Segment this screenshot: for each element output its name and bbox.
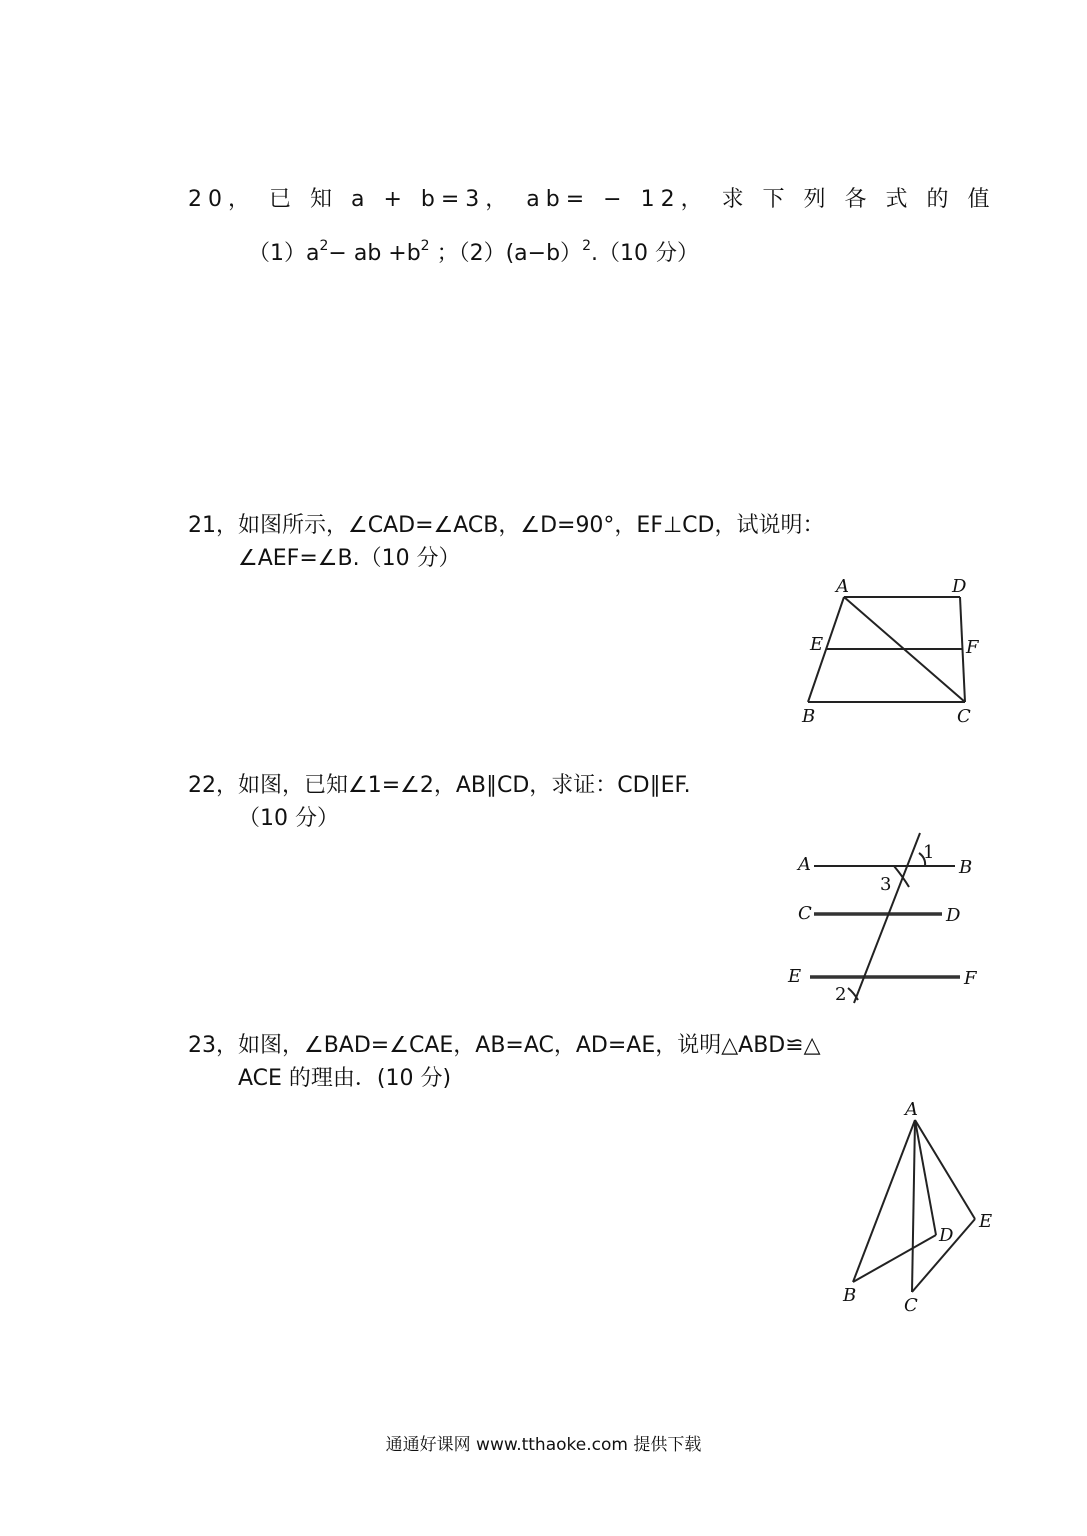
q21-label-e: E — [810, 634, 824, 655]
q23-segment-ac — [912, 1120, 915, 1292]
q23-label-b: B — [843, 1285, 857, 1306]
q21-trapezoid-figure — [790, 570, 990, 730]
q21-line2: ∠AEF=∠B.（10 分） — [238, 546, 461, 571]
q22-line2: （10 分） — [238, 806, 339, 831]
q21-label-d: D — [952, 576, 967, 597]
q20-line1 — [188, 186, 996, 214]
q22-label-angle2: 2 — [835, 984, 847, 1005]
q23-segment-ab — [853, 1120, 915, 1282]
q22-label-b: B — [959, 857, 973, 878]
q22-parallel-lines-figure — [780, 825, 995, 1010]
q21-label-f: F — [966, 637, 979, 658]
q22-label-f: F — [964, 968, 977, 989]
q22-label-d: D — [946, 905, 961, 926]
q23-line2: ACE 的理由．(10 分) — [238, 1066, 452, 1091]
q20-number: 20， — [188, 187, 256, 212]
q22-label-angle1: 1 — [923, 842, 935, 863]
q21-label-c: C — [957, 706, 971, 727]
q23-label-e: E — [979, 1211, 993, 1232]
q23-segment-bd — [853, 1235, 936, 1282]
q23-label-d: D — [939, 1225, 954, 1246]
q22-label-e: E — [788, 966, 802, 987]
q23-label-a: A — [905, 1099, 918, 1120]
q20-statement: 已 知 a + b=3， ab= − 12， 求 下 列 各 式 的 值 — [269, 187, 996, 212]
q22-line1: 22，如图，已知∠1=∠2，AB∥CD，求证：CD∥EF. — [188, 773, 691, 798]
q23-label-c: C — [904, 1295, 918, 1316]
q22-label-c: C — [798, 903, 812, 924]
q23-triangles-figure — [835, 1095, 1005, 1320]
q20-part4: .（10 分） — [590, 241, 699, 266]
q20-part1: （1）a — [248, 241, 320, 266]
page-footer: 通通好课网 www.tthaoke.com 提供下载 — [385, 1435, 702, 1455]
q20-sup3: 2 — [582, 238, 591, 254]
q23-line1: 23，如图，∠BAD=∠CAE，AB=AC，AD=AE，说明△ABD≌△ — [188, 1033, 821, 1058]
q21-label-b: B — [802, 706, 816, 727]
q22-label-angle3: 3 — [880, 874, 892, 895]
q22-label-a: A — [798, 854, 811, 875]
q20-part3: ；（2）(a−b） — [429, 241, 583, 266]
q20-line2 — [248, 240, 699, 270]
q21-line1: 21，如图所示，∠CAD=∠ACB，∠D=90°，EF⊥CD，试说明： — [188, 513, 825, 538]
q20-sup2: 2 — [420, 238, 430, 254]
q21-label-a: A — [836, 576, 849, 597]
q20-sup1: 2 — [319, 238, 329, 254]
q20-part2: − ab +b — [328, 241, 421, 266]
